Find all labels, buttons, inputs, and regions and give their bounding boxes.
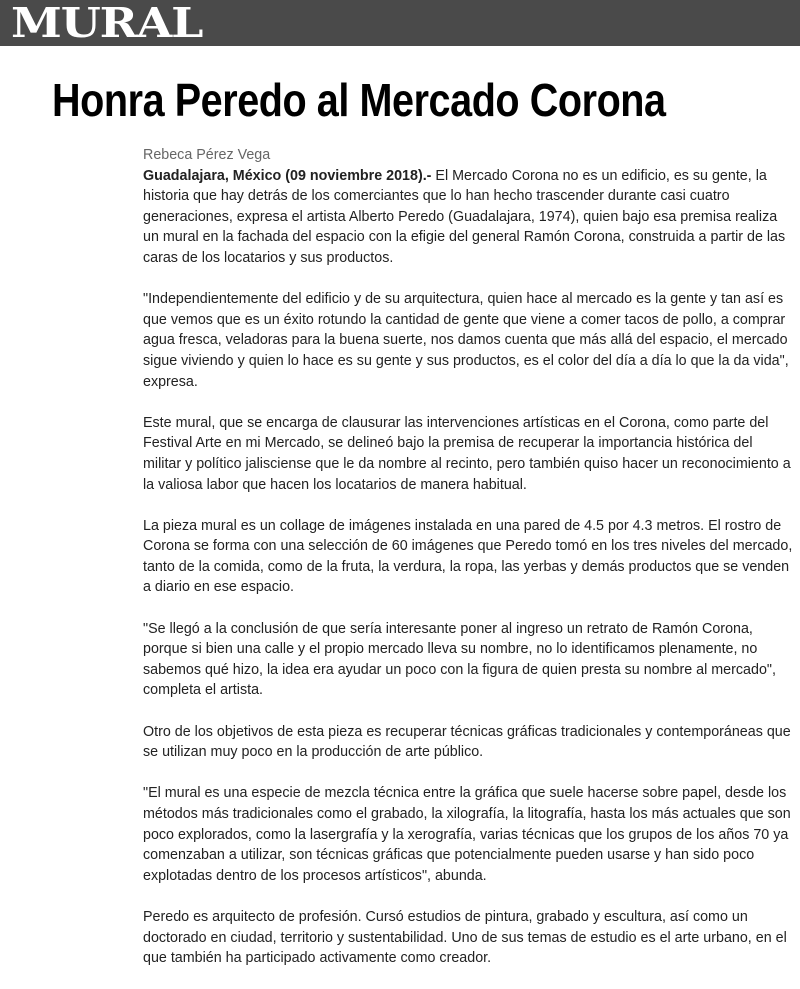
article-paragraph: Peredo es arquitecto de profesión. Cursó estudios de pintura, grabado y escultura, así como un doctorado en ciudad, territorio y sustentabilidad. Uno de sus temas de estudio es el arte urbano, en el que también ha participado activamente como creador. [143,908,787,967]
article-paragraph: "Se llegó a la conclusión de que sería interesante poner al ingreso un retrato de Ramón Corona, porque si bien una calle y el propio mercado lleva su nombre, no lo identificamos plenamente, no sabemos qué hizo, la idea era ayudar un poco con la figura de quien presta su nombre al mercado", completa el artista. [143,620,776,699]
article-headline: Honra Peredo al Mercado Corona [52,74,666,126]
lead-text: El Mercado Corona no es un edificio, es su gente, la historia que hay detrás de los comerciantes que lo han hecho trascender durante casi cuatro generaciones, expresa el artista Alberto Peredo (Guadalajara, 1974), quien bajo esa premisa realiza un mural en la fachada del espacio con la efigie del general Ramón Corona, construida a partir de las caras de los locatarios y sus productos. [143,167,786,266]
article-paragraph: Otro de los objetivos de esta pieza es recuperar técnicas gráficas tradicionales y contemporáneas que se utilizan muy poco en la producción de arte público. [143,723,791,761]
article-body [143,145,793,989]
article-paragraph: "Independientemente del edificio y de su arquitectura, quien hace al mercado es la gente y tan así es que vemos que es un éxito rotundo la cantidad de gente que viene a comer tacos de pollo, a comprar agua fresca, veladoras para la buena suerte, nos damos cuenta que más allá del espacio, el mercado sigue viviendo y quien lo hace es su gente y sus productos, es el color del día a día lo que la da vida", expresa. [143,291,789,390]
masthead-bar [0,0,800,46]
article-dateline: Guadalajara, México (09 noviembre 2018).- [143,167,432,184]
article-paragraph: Este mural, que se encarga de clausurar las intervenciones artísticas en el Corona, como parte del Festival Arte en mi Mercado, se delineó bajo la premisa de recuperar la importancia histórica del militar y político jalisciense que le da nombre al recinto, pero también quiso hacer un reconocimiento a la valiosa labor que hacen los locatarios de manera habitual. [143,414,791,493]
mural-logo[interactable]: MURAL [11,0,203,47]
article-paragraph: La pieza mural es un collage de imágenes instalada en una pared de 4.5 por 4.3 metros. El rostro de Corona se forma con una selección de 60 imágenes que Peredo tomó en los tres niveles del mercado, tanto de la comida, como de la fruta, la verdura, la ropa, las yerbas y demás productos que se venden a diario en ese espacio. [143,517,793,596]
article-paragraph: "El mural es una especie de mezcla técnica entre la gráfica que suele hacerse sobre papel, desde los métodos más tradicionales como el grabado, la xilografía, la litografía, hasta los más actuales que son poco explorados, como la lasergrafía y la xerografía, varias técnicas que los grupos de los años 70 ya comenzaban a utilizar, son técnicas gráficas que potencialmente pueden usarse y han sido poco explotadas dentro de los procesos artísticos", abunda. [143,785,791,884]
article-author: Rebeca Pérez Vega [143,147,271,163]
lead-paragraph [143,166,793,269]
